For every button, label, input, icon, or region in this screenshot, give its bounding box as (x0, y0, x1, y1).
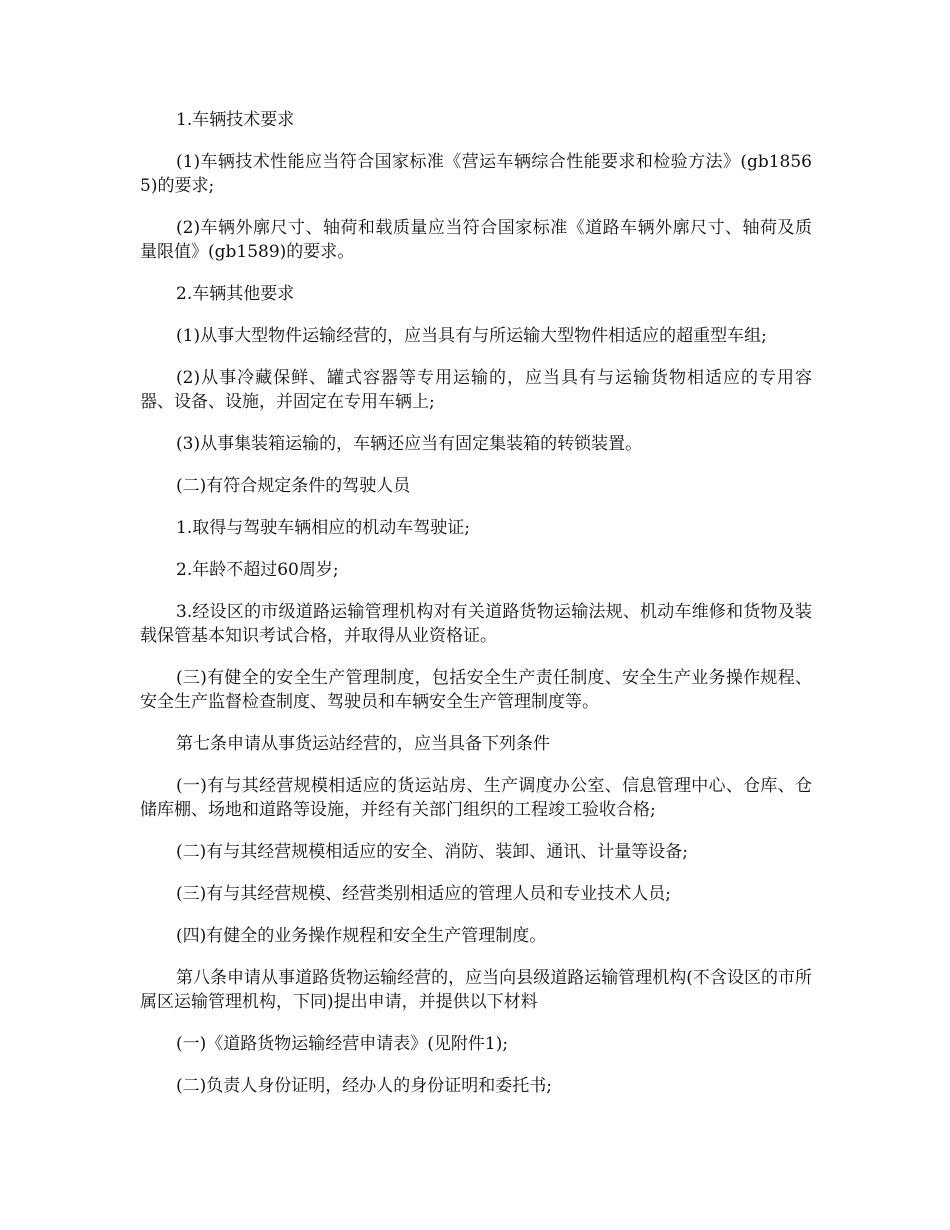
paragraph: (一)《道路货物运输经营申请表》(见附件1); (176, 1034, 509, 1054)
paragraph: (二)有符合规定条件的驾驶人员 (176, 476, 411, 496)
paragraph: (2)车辆外廓尺寸、轴荷和载质量应当符合国家标准《道路车辆外廓尺寸、轴荷及质量限值》(gb1589)的要求。 (140, 218, 812, 262)
paragraph: (二)负责人身份证明，经办人的身份证明和委托书; (176, 1076, 552, 1096)
paragraph: (2)从事冷藏保鲜、罐式容器等专用运输的，应当具有与运输货物相适应的专用容器、设备、设施，并固定在专用车辆上; (140, 368, 812, 412)
paragraph: 第七条申请从事货运站经营的，应当具备下列条件 (176, 734, 550, 754)
document-body (140, 108, 812, 1116)
paragraph: (3)从事集装箱运输的，车辆还应当有固定集装箱的转锁装置。 (176, 434, 643, 454)
paragraph: (一)有与其经营规模相适应的货运站房、生产调度办公室、信息管理中心、仓库、仓储库棚、场地和道路等设施，并经有关部门组织的工程竣工验收合格; (140, 776, 812, 820)
paragraph: 1.取得与驾驶车辆相应的机动车驾驶证; (176, 518, 470, 538)
paragraph: (二)有与其经营规模相适应的安全、消防、装卸、通讯、计量等设备; (176, 842, 688, 862)
paragraph: 1.车辆技术要求 (176, 110, 295, 130)
paragraph: (三)有与其经营规模、经营类别相适应的管理人员和专业技术人员; (176, 884, 671, 904)
paragraph: 2.年龄不超过60周岁; (176, 560, 339, 580)
paragraph: 3.经设区的市级道路运输管理机构对有关道路货物运输法规、机动车维修和货物及装载保管基本知识考试合格，并取得从业资格证。 (140, 602, 812, 646)
paragraph: (三)有健全的安全生产管理制度，包括安全生产责任制度、安全生产业务操作规程、安全生产监督检查制度、驾驶员和车辆安全生产管理制度等。 (140, 668, 812, 712)
paragraph: 2.车辆其他要求 (176, 284, 295, 304)
paragraph: (四)有健全的业务操作规程和安全生产管理制度。 (176, 926, 547, 946)
paragraph: (1)从事大型物件运输经营的，应当具有与所运输大型物件相适应的超重型车组; (176, 326, 767, 346)
paragraph: (1)车辆技术性能应当符合国家标准《营运车辆综合性能要求和检验方法》(gb18565)的要求; (140, 152, 812, 196)
paragraph: 第八条申请从事道路货物运输经营的，应当向县级道路运输管理机构(不含设区的市所属区运输管理机构，下同)提出申请，并提供以下材料 (140, 968, 812, 1012)
